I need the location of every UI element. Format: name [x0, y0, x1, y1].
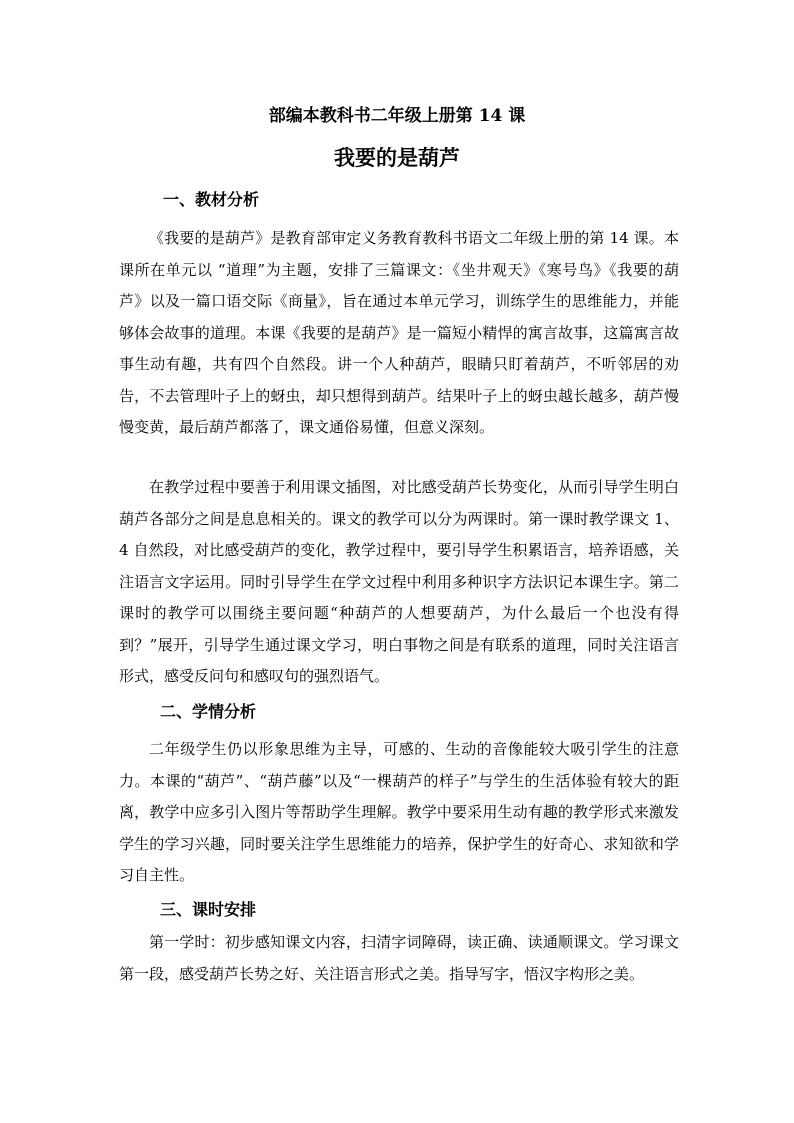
paragraph-textbook-analysis-2: 在教学过程中要善于利用课文插图，对比感受葫芦长势变化，从而引导学生明白葫芦各部分之间是息息相关的。课文的教学可以分为两课时。第一课时教学课文 1、4 自然段，对比感受葫芦的变化，教学过程中，要引导学生积累语言，培养语感，关注语言文字运用。同时引导学生在学文过程中利用多种识字方法识记本课生字。第二课时的教学可以围绕主要问题“种葫芦的人想要葫芦，为什么最后一个也没有得到？”展开，引导学生通过课文学习，明白事物之间是有联系的道理，同时关注语言形式，感受反问句和感叹句的强烈语气。 [119, 478, 679, 685]
paragraph-lesson-schedule: 第一学时：初步感知课文内容，扫清字词障碍，读正确、读通顺课文。学习课文第一段，感受葫芦长势之好、关注语言形式之美。指导写字，悟汉字构形之美。 [119, 933, 679, 983]
paragraph-student-analysis: 二年级学生仍以形象思维为主导，可感的、生动的音像能较大吸引学生的注意力。本课的“葫芦”、“葫芦藤”以及“一棵葫芦的样子”与学生的生活体验有较大的距离，教学中应多引入图片等帮助学生理解。教学中要采用生动有趣的教学形式来激发学生的学习兴趣，同时要关注学生思维能力的培养，保护学生的好奇心、求知欲和学习自主性。 [119, 740, 679, 884]
section-heading-student-analysis: 二、学情分析 [160, 702, 257, 721]
section-heading-textbook-analysis: 一、教材分析 [163, 190, 260, 209]
section-heading-lesson-schedule: 三、课时安排 [160, 900, 257, 919]
paragraph-textbook-analysis-1: 《我要的是葫芦》是教育部审定义务教育教科书语文二年级上册的第 14 课。本课所在单元以 “道理”为主题，安排了三篇课文：《坐井观天》《寒号鸟》《我要的葫芦》以及一篇口语交际《商量》，旨在通过本单元学习，训练学生的思维能力，并能够体会故事的道理。本课《我要的是葫芦》是一篇短小精悍的寓言故事，这篇寓言故事生动有趣，共有四个自然段。讲一个人种葫芦，眼睛只盯着葫芦，不听邻居的劝告，不去管理叶子上的蚜虫，却只想得到葫芦。结果叶子上的蚜虫越长越多，葫芦慢慢变黄，最后葫芦都落了，课文通俗易懂，但意义深刻。 [119, 229, 679, 436]
document-subtitle: 部编本教科书二年级上册第 14 课 [268, 106, 526, 126]
document-title: 我要的是葫芦 [334, 145, 460, 170]
